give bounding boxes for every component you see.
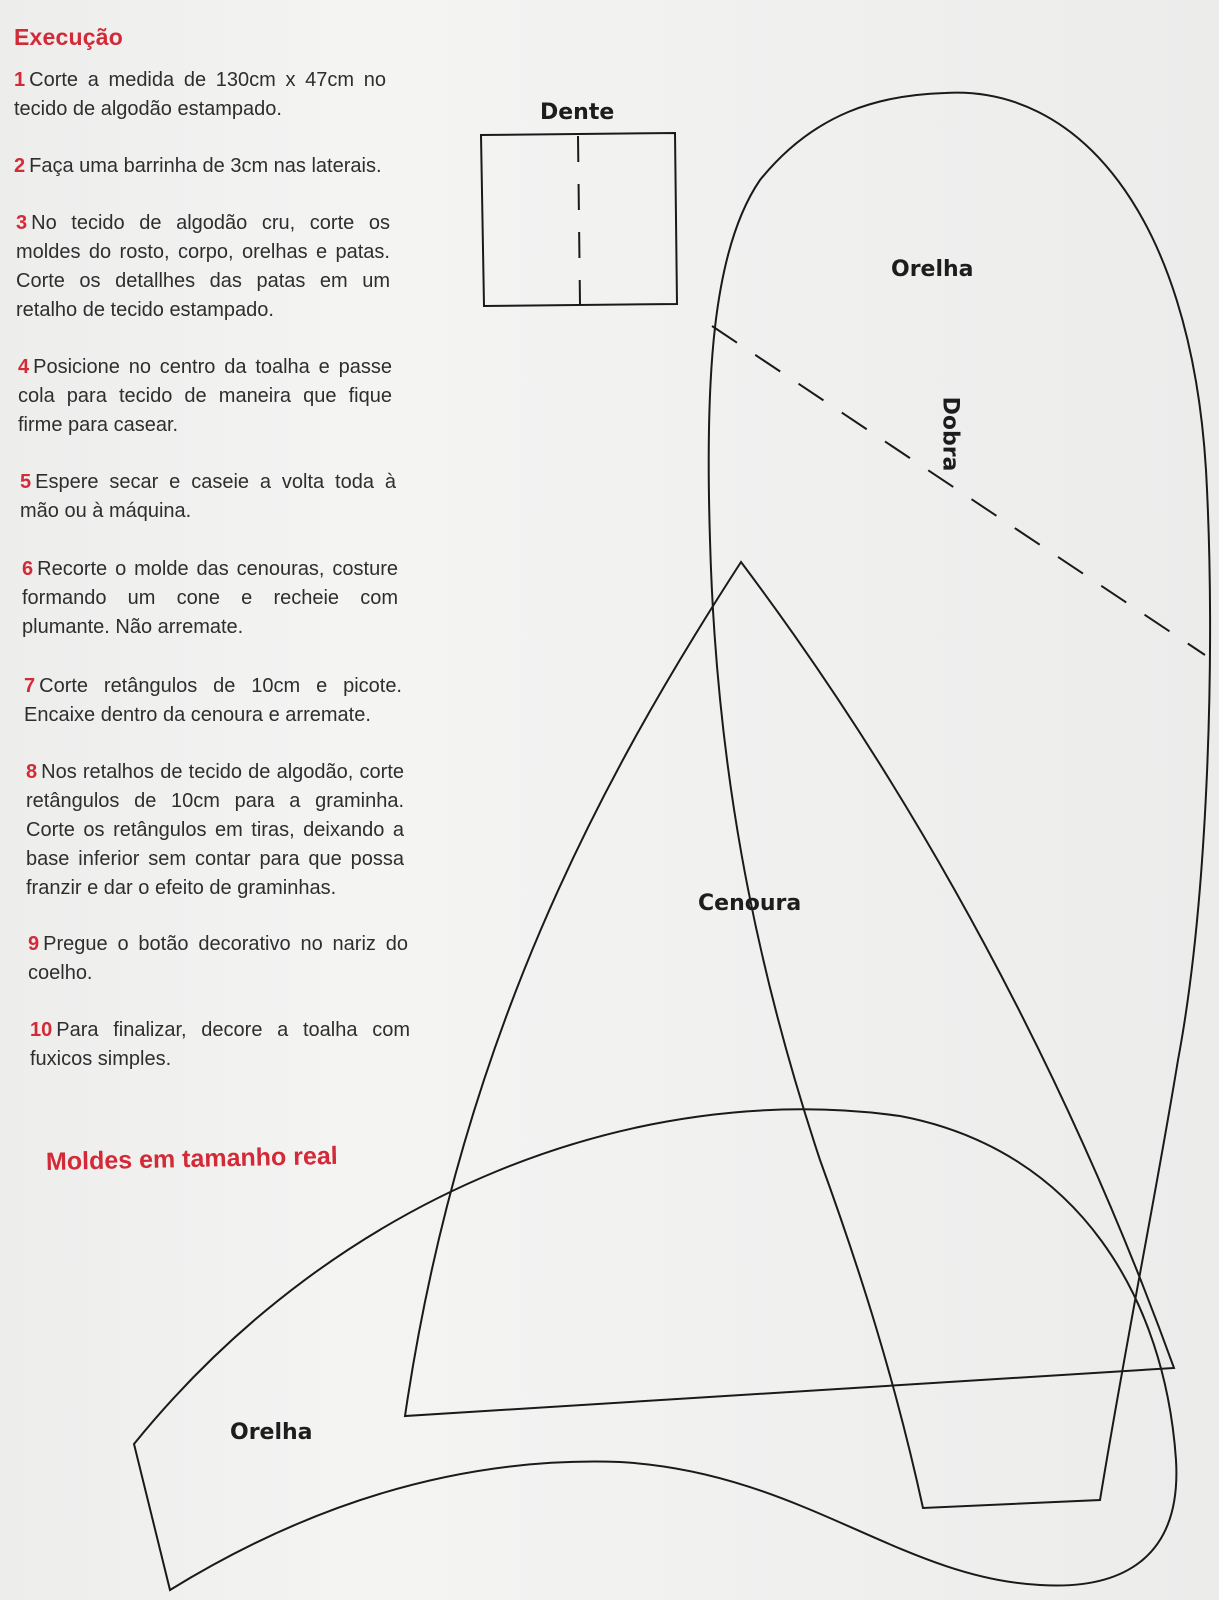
- step-text: Corte a medida de 130cm x 47cm no tecido de algodão estampado.: [14, 69, 386, 120]
- step-number: 2: [14, 155, 26, 177]
- step-number: 9: [28, 933, 40, 955]
- step-text: Pregue o botão decorativo no nariz do coelho.: [28, 933, 408, 984]
- step-number: 3: [16, 212, 28, 234]
- label-dente: Dente: [540, 100, 615, 125]
- label-orelha-bottom: Orelha: [230, 1420, 313, 1445]
- step-text: Espere secar e caseie a volta toda à mão ou à máquina.: [20, 471, 396, 522]
- pattern-orelha-dobra-line: [712, 326, 1205, 655]
- step-text: Para finalizar, decore a toalha com fuxicos simples.: [30, 1019, 410, 1070]
- label-cenoura: Cenoura: [698, 891, 802, 916]
- step-number: 1: [14, 69, 26, 91]
- pattern-dente-fold-line: [578, 136, 580, 304]
- step-number: 5: [20, 471, 32, 493]
- step-text: Faça uma barrinha de 3cm nas laterais.: [29, 155, 382, 177]
- step-number: 7: [24, 675, 36, 697]
- step-text: Posicione no centro da toalha e passe cola para tecido de maneira que fique firme para casear.: [18, 356, 392, 436]
- pattern-orelha-bottom-outline: [134, 1109, 1176, 1590]
- step-text: Recorte o molde das cenouras, costure formando um cone e recheie com plumante. Não arremate.: [22, 558, 398, 638]
- label-orelha-top: Orelha: [891, 257, 974, 282]
- step-number: 8: [26, 761, 38, 783]
- step-number: 4: [18, 356, 30, 378]
- pattern-cenoura-outline: [405, 562, 1174, 1416]
- step-number: 6: [22, 558, 34, 580]
- step-number: 10: [30, 1019, 53, 1041]
- step-text: No tecido de algodão cru, corte os moldes do rosto, corpo, orelhas e patas. Corte os detallhes das patas em um retalho de tecido estampado.: [16, 212, 390, 321]
- step-text: Nos retalhos de tecido de algodão, corte retângulos de 10cm para a graminha. Corte os retângulos em tiras, deixando a base inferior sem contar para que possa franzir e dar o efeito de graminhas.: [26, 761, 404, 899]
- section-title-execucao: Execução: [14, 24, 123, 50]
- step-text: Corte retângulos de 10cm e picote. Encaixe dentro da cenoura e arremate.: [24, 675, 402, 726]
- label-dobra: Dobra: [937, 396, 963, 472]
- molds-title: Moldes em tamanho real: [45, 1141, 338, 1176]
